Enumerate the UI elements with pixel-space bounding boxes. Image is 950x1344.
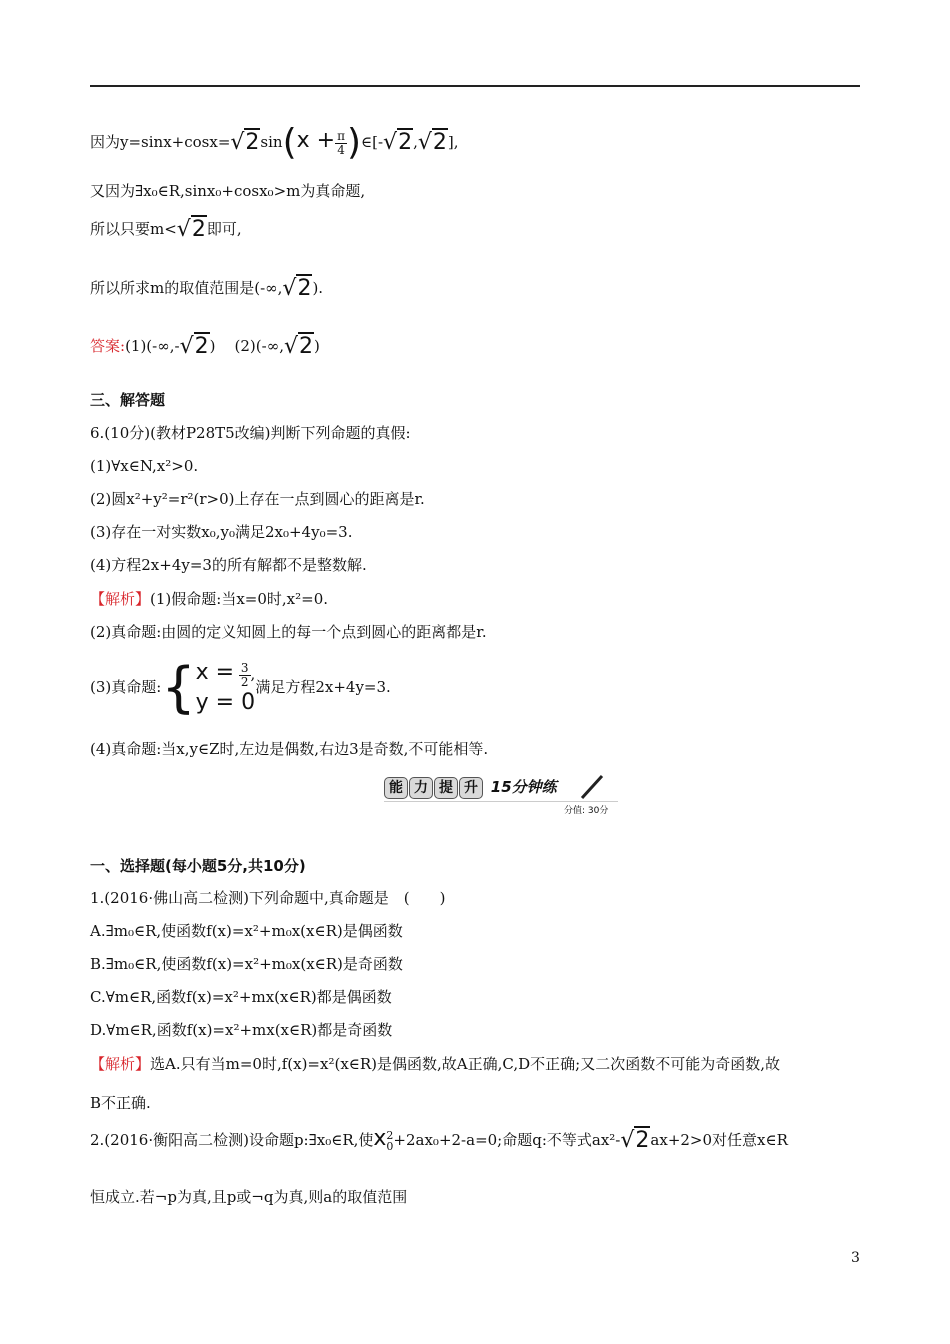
- page-number: 3: [851, 1250, 860, 1266]
- option-c: C.∀m∈R,函数f(x)=x²+mx(x∈R)都是偶函数: [90, 988, 392, 1006]
- question-6-item-3: (3)存在一对实数x₀,y₀满足2x₀+4y₀=3.: [90, 523, 353, 541]
- fraction-numerator: π: [337, 128, 345, 143]
- option-d: D.∀m∈R,函数f(x)=x²+mx(x∈R)都是奇函数: [90, 1021, 393, 1039]
- answer-part-1: (1)(-∞,-: [125, 337, 180, 355]
- fraction: [335, 130, 347, 157]
- sqrt-arg: 2: [245, 130, 260, 155]
- math-x: x: [373, 1126, 387, 1151]
- sqrt-symbol: √2: [283, 334, 313, 359]
- text-segment: 所以只要m<: [90, 220, 177, 238]
- text-segment: 即可,: [206, 220, 242, 238]
- sqrt-arg: 2: [297, 276, 312, 301]
- analysis-text: (3)真命题:: [90, 678, 162, 696]
- sqrt-arg: 2: [635, 1128, 650, 1153]
- analysis-q1: [90, 1053, 780, 1075]
- sqrt-symbol: √2: [230, 130, 260, 155]
- intro-line-2: 又因为∃x₀∈R,sinx₀+cosx₀>m为真命题,: [90, 182, 366, 200]
- intro-line-4: [90, 277, 323, 300]
- answer-part-2-end: ): [314, 337, 320, 355]
- option-b: B.∃m₀∈R,使函数f(x)=x²+m₀x(x∈R)是奇函数: [90, 955, 403, 973]
- section-heading: 三、解答题: [90, 391, 166, 409]
- answer-part-2: (2)(-∞,: [234, 337, 284, 355]
- question-6-item-2: (2)圆x²+y²=r²(r>0)上存在一点到圆心的距离是r.: [90, 490, 425, 508]
- section-heading: 一、选择题(每小题5分,共10分): [90, 857, 306, 875]
- banner-char: 力: [409, 777, 433, 799]
- question-2-cont: 恒成立.若¬p为真,且p或¬q为真,则a的取值范围: [90, 1188, 408, 1206]
- banner-underline: [384, 801, 618, 802]
- sqrt-arg: 2: [194, 334, 209, 359]
- text-segment: ],: [447, 133, 459, 151]
- left-paren: (: [282, 122, 297, 163]
- answer-label: 答案:: [90, 337, 126, 355]
- banner-text: 15分钟练: [490, 778, 557, 796]
- answer-part-1-end: ): [209, 337, 216, 355]
- option-a: A.∃m₀∈R,使函数f(x)=x²+m₀x(x∈R)是偶函数: [90, 922, 403, 940]
- section-banner: [384, 774, 618, 818]
- text-segment: 2.(2016·衡阳高二检测)设命题p:∃x₀∈R,使: [90, 1131, 374, 1149]
- sqrt-symbol: √2: [383, 130, 413, 155]
- equation-y: y = 0: [195, 689, 256, 715]
- sqrt-arg: 2: [299, 334, 313, 359]
- right-paren: ): [346, 122, 362, 163]
- subscript: 0: [386, 1140, 394, 1153]
- equation-x: x = $\frac{3}{2}$ ,: [195, 660, 256, 689]
- intro-line-1: [90, 122, 459, 163]
- text-segment: +2ax₀+2-a=0;命题q:不等式ax²-: [393, 1131, 621, 1149]
- left-brace: {: [161, 656, 196, 719]
- banner-title: [384, 776, 557, 799]
- analysis-text: 选A.只有当m=0时,f(x)=x²(x∈R)是偶函数,故A正确,C,D不正确;又二次函数不可能为奇函数,故: [150, 1055, 780, 1073]
- analysis-label: 【解析】: [90, 590, 151, 608]
- sqrt-symbol: √2: [176, 217, 206, 242]
- intro-line-3: [90, 218, 242, 241]
- question-1: 1.(2016·佛山高二检测)下列命题中,真命题是 ( ): [90, 889, 446, 907]
- sqrt-symbol: √2: [417, 130, 447, 155]
- text-segment: 所以所求m的取值范围是(-∞,: [90, 279, 283, 297]
- equation-system: [196, 659, 256, 717]
- banner-char: 提: [434, 777, 458, 799]
- question-6-item-1: (1)∀x∈N,x²>0.: [90, 457, 199, 475]
- analysis-2: (2)真命题:由圆的定义知圆上的每一个点到圆心的距离都是r.: [90, 623, 487, 641]
- banner-char: 能: [384, 777, 408, 799]
- analysis-4: (4)真命题:当x,y∈Z时,左边是偶数,右边3是奇数,不可能相等.: [90, 740, 489, 758]
- fraction-numerator: 3: [240, 660, 249, 675]
- text-segment: 因为y=sinx+cosx=: [90, 133, 231, 151]
- question-6-item-4: (4)方程2x+4y=3的所有解都不是整数解.: [90, 556, 367, 574]
- superscript: 2: [386, 1129, 394, 1142]
- question-6: 6.(10分)(教材P28T5改编)判断下列命题的真假:: [90, 424, 411, 442]
- analysis-label: 【解析】: [90, 1055, 151, 1073]
- sqrt-symbol: √2: [179, 334, 209, 359]
- math-x: x +: [296, 128, 336, 153]
- fraction: [239, 662, 251, 689]
- text-segment: ,: [413, 133, 418, 151]
- sqrt-arg: 2: [432, 130, 447, 155]
- sqrt-symbol: √2: [282, 276, 312, 301]
- sqrt-symbol: √2: [620, 1128, 650, 1153]
- analysis-3: [90, 652, 391, 722]
- slash-icon: [580, 774, 604, 800]
- fraction-denominator: 2: [240, 674, 249, 689]
- analysis-1: [90, 588, 328, 610]
- header-rule: [90, 85, 860, 87]
- sqrt-arg: 2: [398, 130, 413, 155]
- text-segment: sin: [260, 133, 283, 151]
- sqrt-arg: 2: [191, 217, 206, 242]
- analysis-q1-cont: B不正确.: [90, 1094, 151, 1112]
- text-segment: ax+2>0对任意x∈R: [650, 1131, 788, 1149]
- analysis-text: 满足方程2x+4y=3.: [255, 678, 391, 696]
- math-x: x =: [195, 660, 235, 686]
- question-2: [90, 1128, 788, 1152]
- banner-score: 分值: 30分: [564, 806, 609, 816]
- analysis-text: (1)假命题:当x=0时,x²=0.: [150, 590, 329, 608]
- text-segment: ).: [312, 279, 324, 297]
- fraction-denominator: 4: [337, 142, 345, 157]
- banner-char: 升: [459, 777, 483, 799]
- answer-line: [90, 335, 320, 358]
- text-segment: ∈[-: [361, 133, 384, 151]
